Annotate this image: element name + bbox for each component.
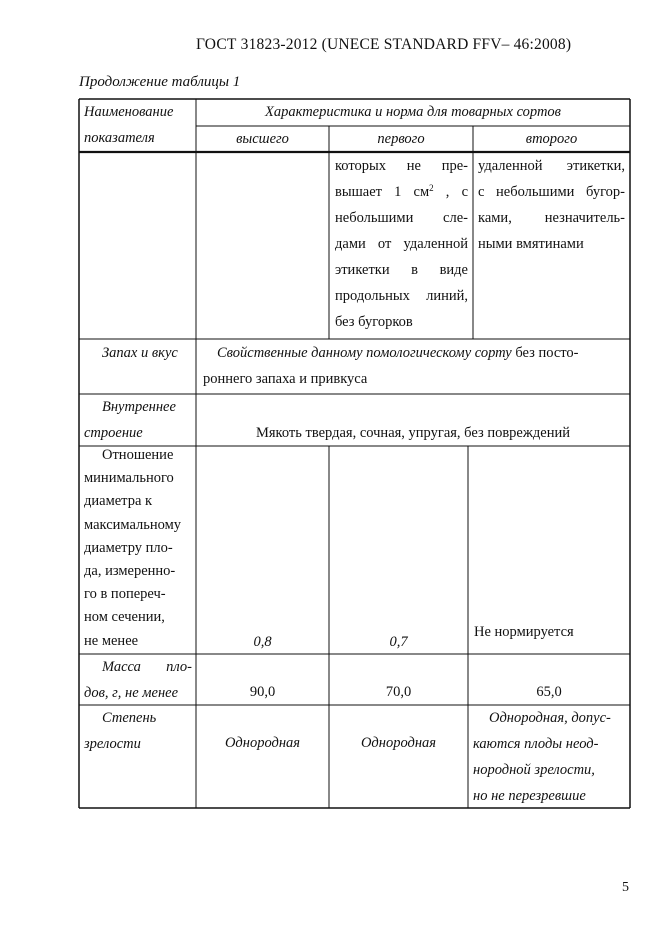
text-line: не менее <box>84 632 139 649</box>
text-line: роннего запаха и привкуса <box>203 371 368 387</box>
text-line: го в попереч- <box>84 586 166 603</box>
row-mass-name <box>84 654 192 706</box>
text-line: с небольшими бугор- <box>478 184 625 200</box>
text-line <box>217 340 627 366</box>
header-grade-group: Характеристика и норма для товарных сортов <box>265 104 561 120</box>
page-number: 5 <box>622 880 629 895</box>
text-fragment: Свойственные данному помологическому сорту <box>217 345 512 361</box>
superscript: 2 <box>429 183 434 193</box>
text-line: строение <box>84 425 143 441</box>
continuation-grade2-text <box>478 153 625 257</box>
text-line: небольшими сле- <box>335 210 468 226</box>
row-structure-name <box>84 394 194 446</box>
text-line: максимальному <box>84 516 182 533</box>
text-line: нородной зрелости, <box>473 762 595 778</box>
row-mass-premium: 90,0 <box>249 684 276 700</box>
header-indicator-name <box>84 99 192 151</box>
text-line: ками, незначитель- <box>478 210 625 226</box>
header-grade-second: второго <box>525 131 578 147</box>
text-line: Однородная, допус- <box>489 710 611 726</box>
header-grade-premium: высшего <box>236 131 289 147</box>
row-smell-value <box>203 340 627 392</box>
text-line: минимального <box>84 470 174 487</box>
text-fragment: вышает 1 см <box>335 184 430 200</box>
row-ratio-name <box>84 444 194 653</box>
row-smell-name: Запах и вкус <box>102 345 178 361</box>
text-line: Отношение <box>102 447 174 463</box>
text-line: Внутреннее <box>102 399 176 415</box>
row-maturity-name <box>84 705 194 757</box>
row-structure-value: Мякоть твердая, сочная, упругая, без повреждений <box>256 425 570 441</box>
row-maturity-premium: Однородная <box>224 735 301 751</box>
text-line: продольных линий, <box>335 288 468 304</box>
text-line: ными вмятинами <box>478 236 584 252</box>
text-line: диаметра к <box>84 493 153 510</box>
text-line: без бугорков <box>335 314 413 330</box>
header-indicator-line: показателя <box>84 130 155 146</box>
table-caption: Продолжение таблицы 1 <box>79 74 241 90</box>
header-indicator-line: Наименование <box>84 104 174 120</box>
text-line: но не перезревшие <box>473 788 586 804</box>
running-header: ГОСТ 31823-2012 (UNECE STANDARD FFV– 46:2008) <box>196 36 572 53</box>
header-grade-first: первого <box>377 131 425 147</box>
text-line: да, измеренно- <box>84 563 176 580</box>
text-line: зрелости <box>84 736 141 752</box>
text-line: ном сечении, <box>84 609 165 626</box>
text-line: Степень <box>102 710 157 726</box>
text-line: диаметру пло- <box>84 539 173 556</box>
text-line: удаленной этикетки, <box>478 158 625 174</box>
row-maturity-first: Однородная <box>360 735 437 751</box>
text-line: этикетки в виде <box>335 262 468 278</box>
text-fragment: без посто- <box>511 345 579 361</box>
text-fragment: , с <box>445 184 469 200</box>
text-line: каются плоды неод- <box>473 736 599 752</box>
row-mass-second: 65,0 <box>536 684 562 700</box>
text-line: которых не пре- <box>335 158 468 174</box>
row-ratio-premium: 0,8 <box>253 634 272 650</box>
row-ratio-second: Не нормируется <box>474 624 574 640</box>
row-maturity-second <box>473 705 626 809</box>
row-mass-first: 70,0 <box>385 684 412 700</box>
continuation-grade1-text <box>335 153 468 335</box>
text-line: дами от удаленной <box>335 236 468 252</box>
text-line: Масса пло- <box>102 659 192 675</box>
text-line: дов, г, не менее <box>84 685 179 701</box>
row-ratio-first: 0,7 <box>389 634 408 650</box>
text-line <box>335 179 468 205</box>
